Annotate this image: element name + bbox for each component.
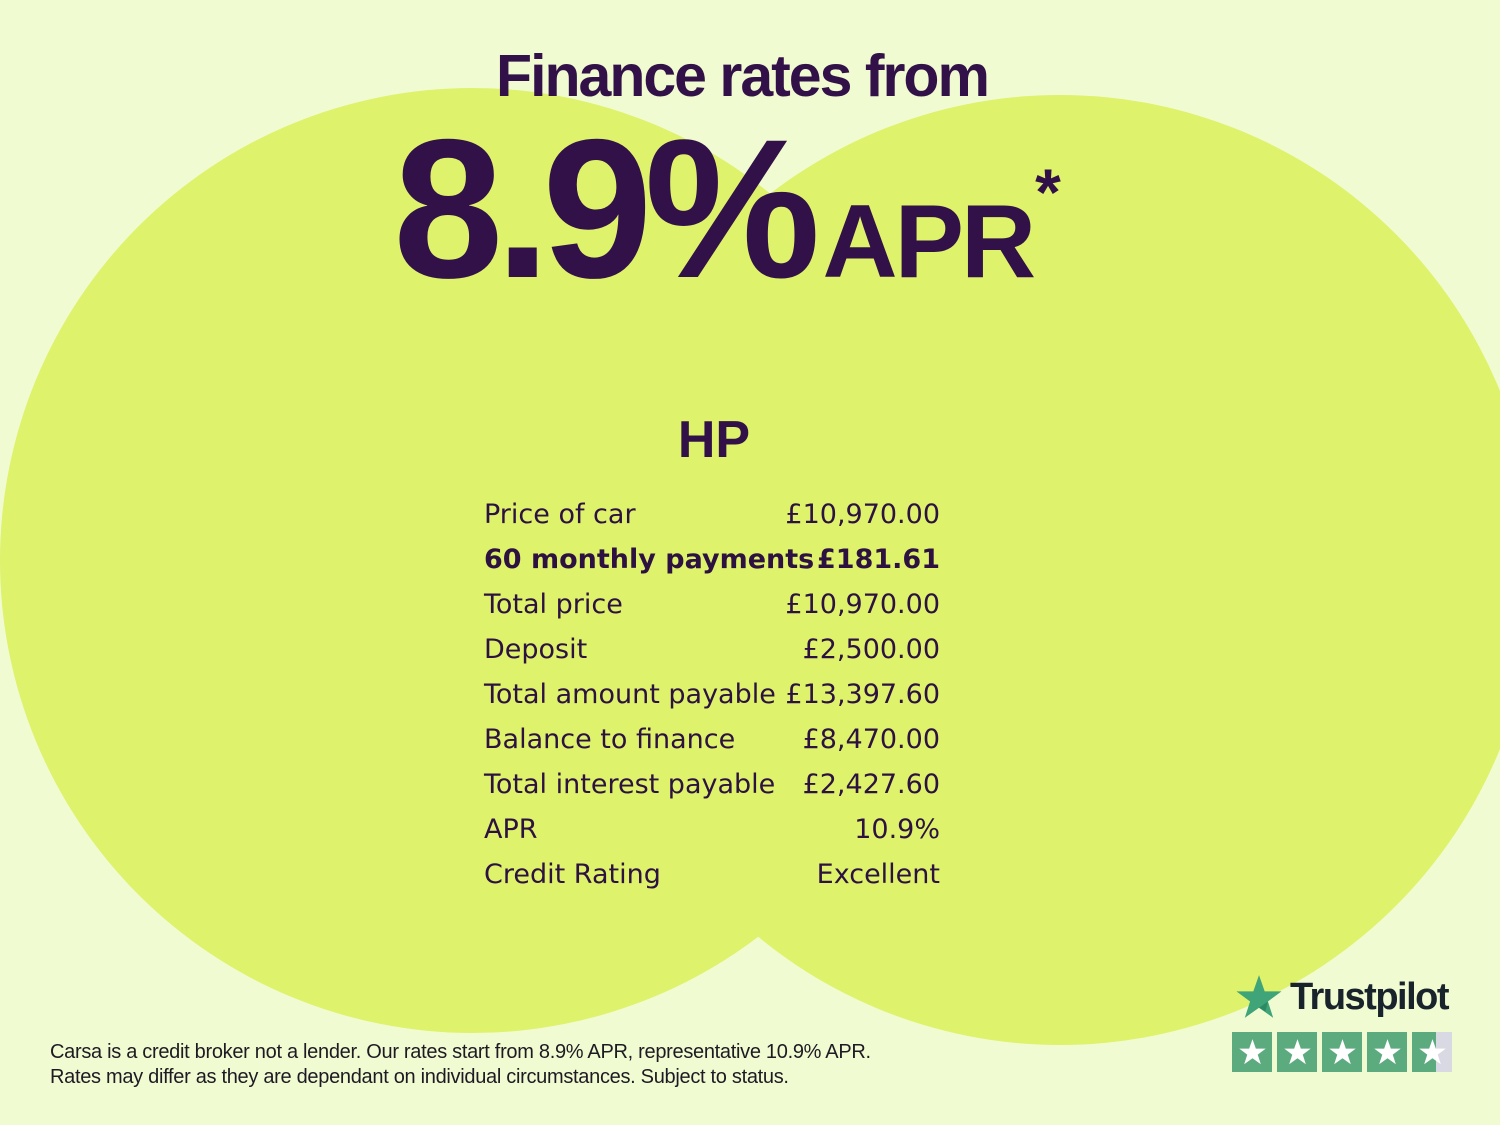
- table-row: [484, 852, 940, 897]
- table-row: [484, 672, 940, 717]
- row-label: APR: [484, 814, 538, 845]
- rating-star-tile: [1322, 1032, 1362, 1072]
- row-label: 60 monthly payments: [484, 544, 815, 575]
- star-icon: [1239, 1039, 1266, 1065]
- rating-star-tile: [1277, 1032, 1317, 1072]
- star-icon: [1374, 1039, 1401, 1065]
- row-value: £2,500.00: [802, 634, 940, 665]
- rate-value: 8.9%: [393, 98, 813, 319]
- row-label: Credit Rating: [484, 859, 661, 890]
- plan-title: HP: [677, 411, 751, 469]
- trustpilot-logo: [1232, 975, 1452, 1019]
- disclaimer-line2: Rates may differ as they are dependant on individual circumstances. Subject to status.: [50, 1066, 789, 1088]
- row-value: Excellent: [816, 859, 940, 890]
- trustpilot-brand-text: Trustpilot: [1289, 976, 1449, 1018]
- row-value: £10,970.00: [785, 589, 940, 620]
- trustpilot-widget: [1232, 975, 1452, 1072]
- rate-line: [0, 98, 1477, 319]
- rate-unit: APR: [822, 184, 1034, 300]
- table-row: [484, 807, 940, 852]
- table-row: [484, 762, 940, 807]
- row-label: Price of car: [484, 499, 636, 530]
- table-row: [484, 537, 940, 582]
- row-value: £181.61: [817, 544, 940, 575]
- row-label: Total price: [484, 589, 623, 620]
- star-icon: [1329, 1039, 1356, 1065]
- disclaimer: [50, 1040, 871, 1090]
- row-value: £8,470.00: [802, 724, 940, 755]
- row-value: £10,970.00: [785, 499, 940, 530]
- headline-prefix: Finance rates from: [496, 43, 988, 109]
- row-label: Deposit: [484, 634, 588, 665]
- rating-star-tile: [1367, 1032, 1407, 1072]
- star-icon: [1284, 1039, 1311, 1065]
- rating-star-tile-partial: [1412, 1032, 1452, 1072]
- row-value: 10.9%: [854, 814, 940, 845]
- rating-star-tile: [1232, 1032, 1272, 1072]
- row-label: Total amount payable: [484, 679, 776, 710]
- trustpilot-star-icon: [1236, 975, 1282, 1019]
- table-row: [484, 582, 940, 627]
- footnote-asterisk: *: [1035, 155, 1061, 229]
- row-label: Total interest payable: [484, 769, 776, 800]
- row-label: Balance to finance: [484, 724, 736, 755]
- trustpilot-rating-stars: [1232, 1032, 1452, 1072]
- disclaimer-line1: Carsa is a credit broker not a lender. Our rates start from 8.9% APR, representative 10.9% APR.: [50, 1041, 871, 1063]
- table-row: [484, 627, 940, 672]
- row-value: £2,427.60: [802, 769, 940, 800]
- finance-table: [484, 492, 940, 897]
- table-row: [484, 717, 940, 762]
- row-value: £13,397.60: [785, 679, 940, 710]
- star-icon: [1419, 1039, 1446, 1065]
- table-row: [484, 492, 940, 537]
